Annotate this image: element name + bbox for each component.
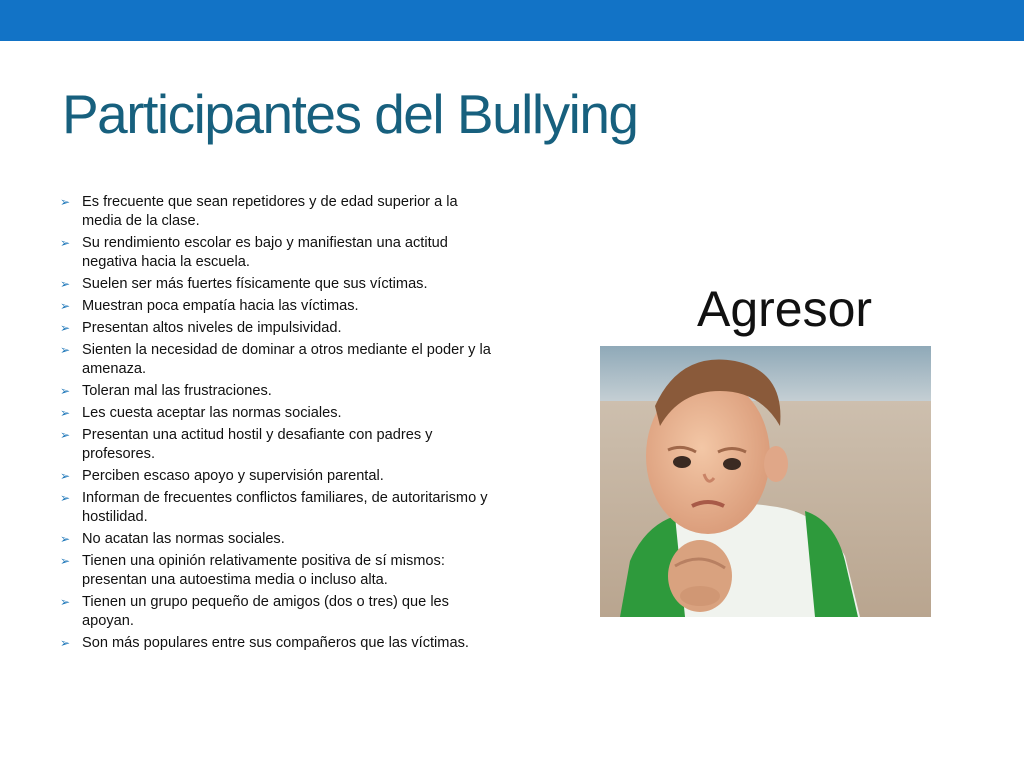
arrow-bullet-icon: ➢ bbox=[60, 236, 71, 250]
list-item bbox=[60, 530, 500, 549]
bullet-text: Informan de frecuentes conflictos familiares, de autoritarismo y hostilidad. bbox=[82, 490, 488, 525]
bullet-text: Es frecuente que sean repetidores y de edad superior a la media de la clase. bbox=[82, 194, 458, 229]
image-caption: Agresor bbox=[697, 281, 873, 337]
bullet-text: Sienten la necesidad de dominar a otros mediante el poder y la amenaza. bbox=[82, 342, 491, 377]
list-item bbox=[60, 275, 500, 294]
arrow-bullet-icon: ➢ bbox=[60, 595, 71, 609]
bullet-text: Presentan altos niveles de impulsividad. bbox=[82, 320, 342, 336]
bullet-text: Toleran mal las frustraciones. bbox=[82, 383, 272, 399]
top-accent-bar bbox=[0, 0, 1024, 41]
list-item bbox=[60, 341, 500, 379]
arrow-bullet-icon: ➢ bbox=[60, 532, 71, 546]
list-item bbox=[60, 404, 500, 423]
arrow-bullet-icon: ➢ bbox=[60, 636, 71, 650]
slide-title: Participantes del Bullying bbox=[62, 83, 638, 145]
arrow-bullet-icon: ➢ bbox=[60, 428, 71, 442]
list-item bbox=[60, 552, 500, 590]
bullet-text: Tienen una opinión relativamente positiva de sí mismos: presentan una autoestima media o incluso alta. bbox=[82, 553, 445, 588]
list-item bbox=[60, 634, 500, 653]
bullet-list bbox=[60, 193, 500, 656]
baby-fist-photo bbox=[600, 346, 931, 617]
list-item bbox=[60, 426, 500, 464]
list-item bbox=[60, 319, 500, 338]
list-item bbox=[60, 382, 500, 401]
arrow-bullet-icon: ➢ bbox=[60, 299, 71, 313]
list-item bbox=[60, 297, 500, 316]
bullet-text: Muestran poca empatía hacia las víctimas. bbox=[82, 298, 359, 314]
list-item bbox=[60, 593, 500, 631]
arrow-bullet-icon: ➢ bbox=[60, 343, 71, 357]
list-item bbox=[60, 467, 500, 486]
list-item bbox=[60, 193, 500, 231]
list-item bbox=[60, 234, 500, 272]
bullet-text: No acatan las normas sociales. bbox=[82, 531, 285, 547]
arrow-bullet-icon: ➢ bbox=[60, 321, 71, 335]
arrow-bullet-icon: ➢ bbox=[60, 406, 71, 420]
bullet-text: Presentan una actitud hostil y desafiante con padres y profesores. bbox=[82, 427, 433, 462]
arrow-bullet-icon: ➢ bbox=[60, 469, 71, 483]
bullet-text: Suelen ser más fuertes físicamente que sus víctimas. bbox=[82, 276, 428, 292]
arrow-bullet-icon: ➢ bbox=[60, 195, 71, 209]
arrow-bullet-icon: ➢ bbox=[60, 554, 71, 568]
bullet-text: Su rendimiento escolar es bajo y manifiestan una actitud negativa hacia la escuela. bbox=[82, 235, 448, 270]
arrow-bullet-icon: ➢ bbox=[60, 384, 71, 398]
arrow-bullet-icon: ➢ bbox=[60, 277, 71, 291]
bullet-text: Perciben escaso apoyo y supervisión parental. bbox=[82, 468, 384, 484]
bullet-text: Son más populares entre sus compañeros que las víctimas. bbox=[82, 635, 469, 651]
bullet-text: Tienen un grupo pequeño de amigos (dos o tres) que les apoyan. bbox=[82, 594, 449, 629]
bullet-text: Les cuesta aceptar las normas sociales. bbox=[82, 405, 342, 421]
arrow-bullet-icon: ➢ bbox=[60, 491, 71, 505]
list-item bbox=[60, 489, 500, 527]
